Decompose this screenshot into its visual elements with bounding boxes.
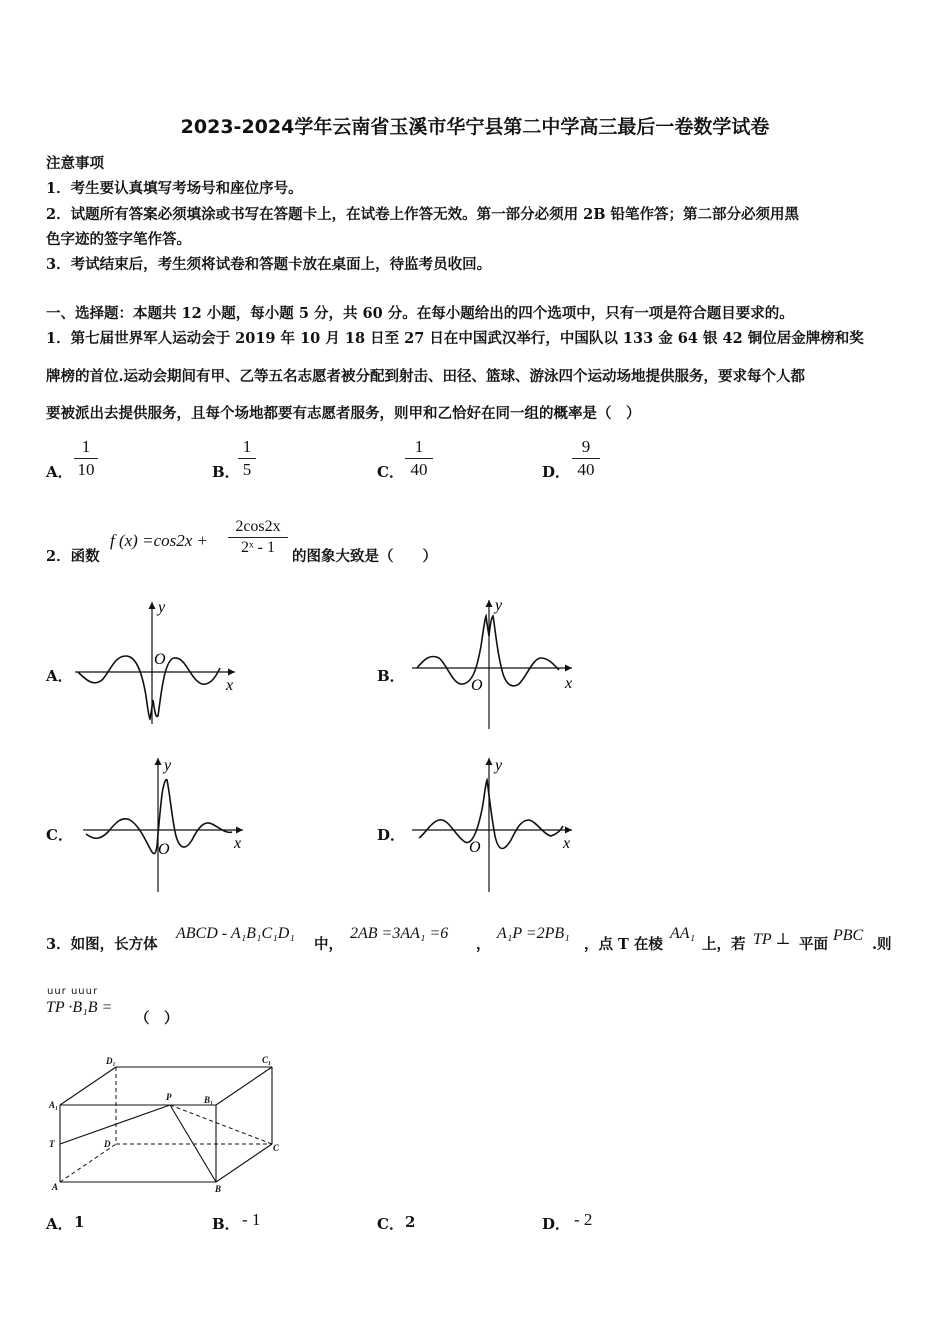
q3-comma: ， <box>476 936 491 953</box>
page-title: 2023-2024学年云南省玉溪市华宁县第二中学高三最后一卷数学试卷 <box>180 116 770 138</box>
q3-perp: TP ⊥ <box>753 931 791 948</box>
q3-zhong: 中， <box>314 936 343 953</box>
graph-d-x-label: x <box>563 835 571 852</box>
graph-a-y-label: y <box>158 599 166 616</box>
q1-option-b-num: 1 <box>242 437 252 456</box>
q3-option-d-value: - 2 <box>574 1210 593 1229</box>
q3-condition-2: A₁P =2PB₁ <box>497 925 570 942</box>
q3-end: .则 <box>872 936 892 953</box>
q1-option-c-num: 1 <box>414 437 424 456</box>
notice-item-3: 3．考试结束后，考生须将试卷和答题卡放在桌面上，待监考员收回。 <box>46 256 492 273</box>
q1-option-c-fraction <box>405 437 433 480</box>
q2-fraction-num: 2cos2x <box>235 518 281 535</box>
q1-option-b-fraction <box>238 437 256 480</box>
graph-b-x-label: x <box>565 675 573 692</box>
q2-graph-d[interactable] <box>407 754 582 894</box>
q2-graph-b[interactable] <box>407 596 582 731</box>
q2-graph-a[interactable] <box>70 596 245 726</box>
q1-option-c-den: 40 <box>410 460 428 479</box>
q1-option-d-label[interactable]: D． <box>542 463 571 481</box>
label-c1: C₁ <box>262 1055 272 1065</box>
notice-heading: 注意事项 <box>46 155 104 172</box>
q1-option-a-den: 10 <box>77 460 95 479</box>
q3-mid-text-2: 上，若 <box>702 936 746 953</box>
q1-line-2: 牌榜的首位.运动会期间有甲、乙等五名志愿者被分配到射击、田径、篮球、游泳四个运动场地提供服务，要求每个人都 <box>46 368 806 385</box>
q3-paren: （ ） <box>135 1010 179 1027</box>
graph-c-y-label: y <box>164 757 172 774</box>
label-b: B <box>215 1184 222 1194</box>
q3-plane-word: 平面 <box>799 936 828 953</box>
q3-edge: AA₁ <box>670 925 696 942</box>
q3-option-b-value: - 1 <box>242 1210 261 1229</box>
q3-option-a-label[interactable]: A． <box>46 1215 73 1233</box>
q3-option-c-label[interactable]: C． <box>377 1215 404 1233</box>
q1-line-1: 1．第七届世界军人运动会于 2019 年 10 月 18 日至 27 日在中国武汉举行，中国队以 133 金 64 银 42 铜位居金牌榜和奖 <box>46 330 864 347</box>
graph-c-origin: O <box>158 841 170 858</box>
q3-box-name: ABCD - A₁B₁C₁D₁ <box>176 925 295 942</box>
q1-line-3: 要被派出去提供服务，且每个场地都要有志愿者服务，则甲和乙恰好在同一组的概率是（ ） <box>46 405 641 422</box>
q3-option-b-label[interactable]: B． <box>212 1215 240 1233</box>
q1-option-b-label[interactable]: B． <box>212 463 240 481</box>
label-d1: D₁ <box>106 1056 116 1066</box>
q1-option-b-den: 5 <box>242 460 252 479</box>
q3-option-d-label[interactable]: D． <box>542 1215 571 1233</box>
graph-b-y-label: y <box>495 597 503 614</box>
q3-option-c-value: 2 <box>405 1213 416 1231</box>
q2-suffix: 的图象大致是（ ） <box>292 548 437 565</box>
notice-item-2: 2．试题所有答案必须填涂或书写在答题卡上，在试卷上作答无效。第一部分必须用 2B 铅笔作答；第二部分必须用黑 <box>46 206 800 223</box>
q3-expression: TP ·B₁B = <box>46 999 113 1016</box>
label-a: A <box>52 1182 59 1192</box>
q3-option-a-value: 1 <box>74 1213 85 1231</box>
graph-d-y-label: y <box>495 757 503 774</box>
q2-function-lhs: f (x) =cos2x + <box>110 531 208 550</box>
q2-function-fraction <box>228 518 288 557</box>
q3-plane: PBC <box>833 927 864 944</box>
q2-prefix: 2．函数 <box>46 548 100 565</box>
q1-option-d-fraction <box>572 437 600 480</box>
q2-option-d-label[interactable]: D． <box>377 826 406 844</box>
q2-fraction-den: 2ˣ - 1 <box>241 539 275 556</box>
notice-item-2-cont: 色字迹的签字笔作答。 <box>46 231 191 248</box>
q3-condition-1: 2AB =3AA₁ =6 <box>350 925 449 942</box>
q1-option-d-den: 40 <box>577 460 595 479</box>
label-p: P <box>166 1092 172 1102</box>
graph-d-origin: O <box>469 839 481 856</box>
section-heading: 一、选择题：本题共 12 小题，每小题 5 分，共 60 分。在每小题给出的四个选项中，只有一项是符合题目要求的。 <box>46 305 794 322</box>
q3-vector-marks: uur uuur <box>47 986 99 997</box>
graph-c-x-label: x <box>234 835 242 852</box>
label-t: T <box>49 1139 55 1149</box>
q1-option-d-num: 9 <box>581 437 591 456</box>
label-c: C <box>273 1143 280 1153</box>
q3-cuboid-figure <box>44 1052 294 1197</box>
graph-a-origin: O <box>154 651 166 668</box>
q2-option-a-label[interactable]: A． <box>46 667 73 685</box>
q2-option-b-label[interactable]: B． <box>377 667 405 685</box>
label-a1: A₁ <box>49 1100 59 1110</box>
q1-option-a-num: 1 <box>81 437 91 456</box>
q2-graph-c[interactable] <box>78 754 253 894</box>
graph-a-x-label: x <box>226 677 234 694</box>
q1-option-c-label[interactable]: C． <box>377 463 404 481</box>
q1-option-a-label[interactable]: A． <box>46 463 73 481</box>
q3-mid-text: ，点 T 在棱 <box>584 936 663 953</box>
graph-b-origin: O <box>471 677 483 694</box>
q3-prefix: 3．如图，长方体 <box>46 936 158 953</box>
label-b1: B₁ <box>204 1095 214 1105</box>
q2-option-c-label[interactable]: C． <box>46 826 73 844</box>
label-d: D <box>104 1139 111 1149</box>
notice-item-1: 1．考生要认真填写考场号和座位序号。 <box>46 180 303 197</box>
q1-option-a-fraction <box>74 437 98 480</box>
